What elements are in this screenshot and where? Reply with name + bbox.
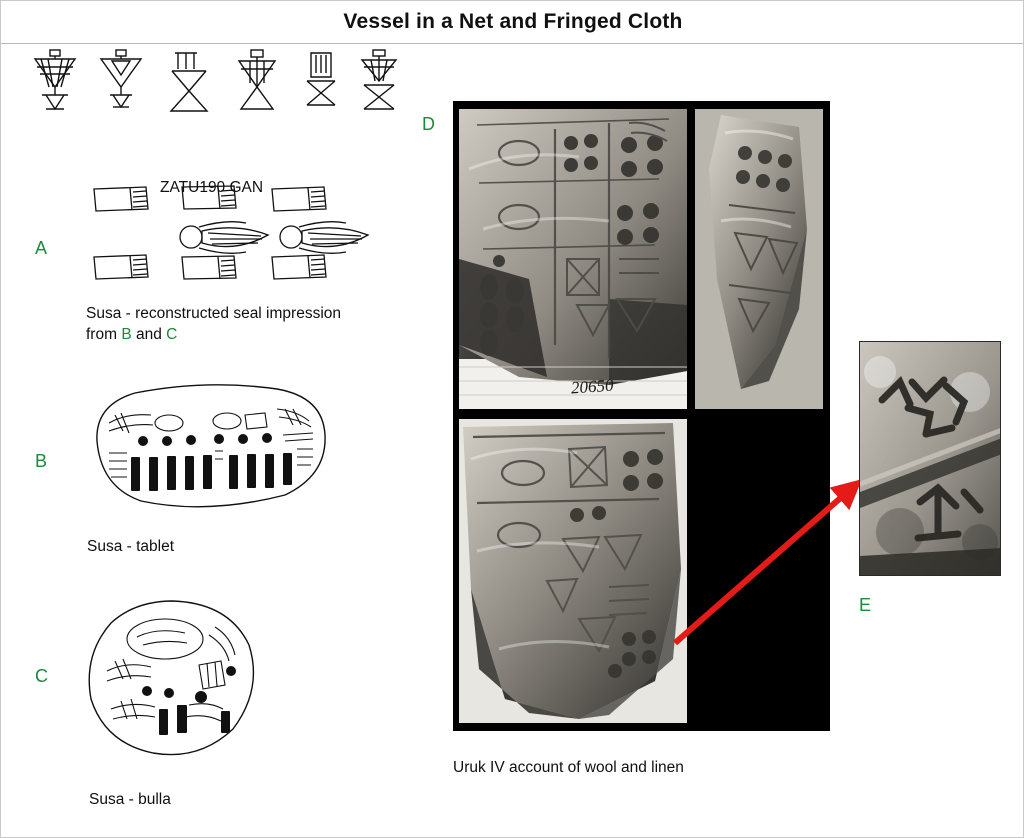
gan-sign-5 xyxy=(295,47,347,119)
panel-c-caption: Susa - bulla xyxy=(89,791,171,808)
panel-b-drawing-tablet xyxy=(87,379,335,514)
panel-a-drawing-seal-impression xyxy=(86,183,386,283)
panel-letter-a: A xyxy=(35,238,48,258)
photo-tablet-obverse xyxy=(459,109,687,409)
photo-tablet-reverse xyxy=(459,419,687,723)
zatu-sign-row xyxy=(23,47,383,196)
photo-tablet-edge xyxy=(695,109,823,409)
panel-c-drawing-bulla xyxy=(81,597,265,761)
panel-d-caption: Uruk IV account of wool and linen xyxy=(453,759,684,776)
panel-a-caption-ref-c: C xyxy=(166,325,178,343)
panel-e-detail-photo xyxy=(859,341,1001,576)
panel-letter-d: D xyxy=(422,114,435,134)
photo-inscribed-number: 20650 xyxy=(570,375,615,398)
figure-title-bar xyxy=(1,1,1024,44)
panel-a-caption xyxy=(86,304,416,346)
gan-sign-6 xyxy=(353,47,405,119)
panel-a-caption-from: from xyxy=(86,325,122,343)
zatu-sign-label: ZATU190 GAN xyxy=(160,179,264,196)
panel-a-caption-line2 xyxy=(86,325,416,346)
panel-b-caption: Susa - tablet xyxy=(87,538,175,555)
panel-letter-c: C xyxy=(35,666,48,686)
panel-a-caption-and: and xyxy=(131,325,167,343)
pointer-arrow-icon xyxy=(661,471,871,656)
panel-a-caption-ref-b: B xyxy=(121,325,132,343)
gan-sign-2 xyxy=(95,47,147,119)
page-title: Vessel in a Net and Fringed Cloth xyxy=(343,10,683,33)
gan-sign-4 xyxy=(231,47,283,119)
panel-letter-b: B xyxy=(35,451,48,471)
gan-sign-1 xyxy=(29,47,81,119)
panel-letter-e: E xyxy=(859,595,872,615)
gan-sign-3 xyxy=(163,47,215,119)
panel-a-caption-line1: Susa - reconstructed seal impression xyxy=(86,305,342,322)
